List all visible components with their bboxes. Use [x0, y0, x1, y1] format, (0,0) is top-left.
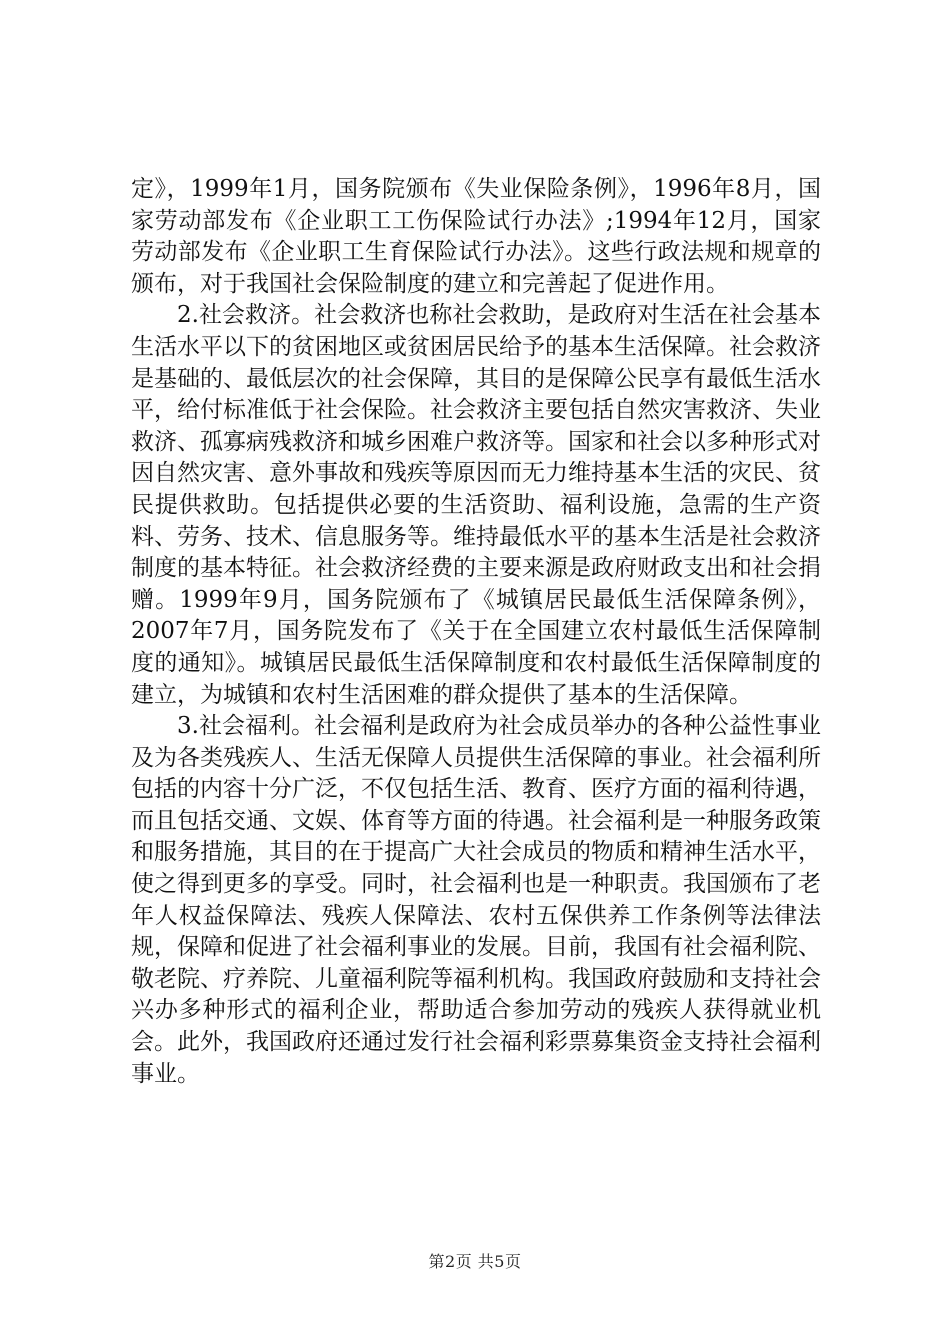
document-body	[131, 174, 821, 1090]
page-number-footer: 第2页 共5页	[428, 1252, 522, 1271]
paragraph-social-relief: 2.社会救济。社会救济也称社会救助，是政府对生活在社会基本生活水平以下的贫困地区或贫困居民给予的基本生活保障。社会救济是基础的、最低层次的社会保障，其目的是保障公民享有最低生活水平，给付标准低于社会保险。社会救济主要包括自然灾害救济、失业救济、孤寡病残救济和城乡困难户救济等。国家和社会以多种形式对因自然灾害、意外事故和残疾等原因而无力维持基本生活的灾民、贫民提供救助。包括提供必要的生活资助、福利设施，急需的生产资料、劳务、技术、信息服务等。维持最低水平的基本生活是社会救济制度的基本特征。社会救济经费的主要来源是政府财政支出和社会捐赠。1999年9月，国务院颁布了《城镇居民最低生活保障条例》，2007年7月，国务院发布了《关于在全国建立农村最低生活保障制度的通知》。城镇居民最低生活保障制度和农村最低生活保障制度的建立，为城镇和农村生活困难的群众提供了基本的生活保障。	[131, 302, 821, 708]
paragraph-social-welfare: 3.社会福利。社会福利是政府为社会成员举办的各种公益性事业及为各类残疾人、生活无保障人员提供生活保障的事业。社会福利所包括的内容十分广泛，不仅包括生活、教育、医疗方面的福利待遇，而且包括交通、文娱、体育等方面的待遇。社会福利是一种服务政策和服务措施，其目的在于提高广大社会成员的物质和精神生活水平，使之得到更多的享受。同时，社会福利也是一种职责。我国颁布了老年人权益保障法、残疾人保障法、农村五保供养工作条例等法律法规，保障和促进了社会福利事业的发展。目前，我国有社会福利院、敬老院、疗养院、儿童福利院等福利机构。我国政府鼓励和支持社会兴办多种形式的福利企业，帮助适合参加劳动的残疾人获得就业机会。此外，我国政府还通过发行社会福利彩票募集资金支持社会福利事业。	[131, 713, 821, 1087]
paragraph-insurance-regulations: 定》，1999年1月，国务院颁布《失业保险条例》，1996年8月，国家劳动部发布《企业职工工伤保险试行办法》;1994年12月，国家劳动部发布《企业职工生育保险试行办法》。这些行政法规和规章的颁布，对于我国社会保险制度的建立和完善起了促进作用。	[131, 176, 821, 297]
